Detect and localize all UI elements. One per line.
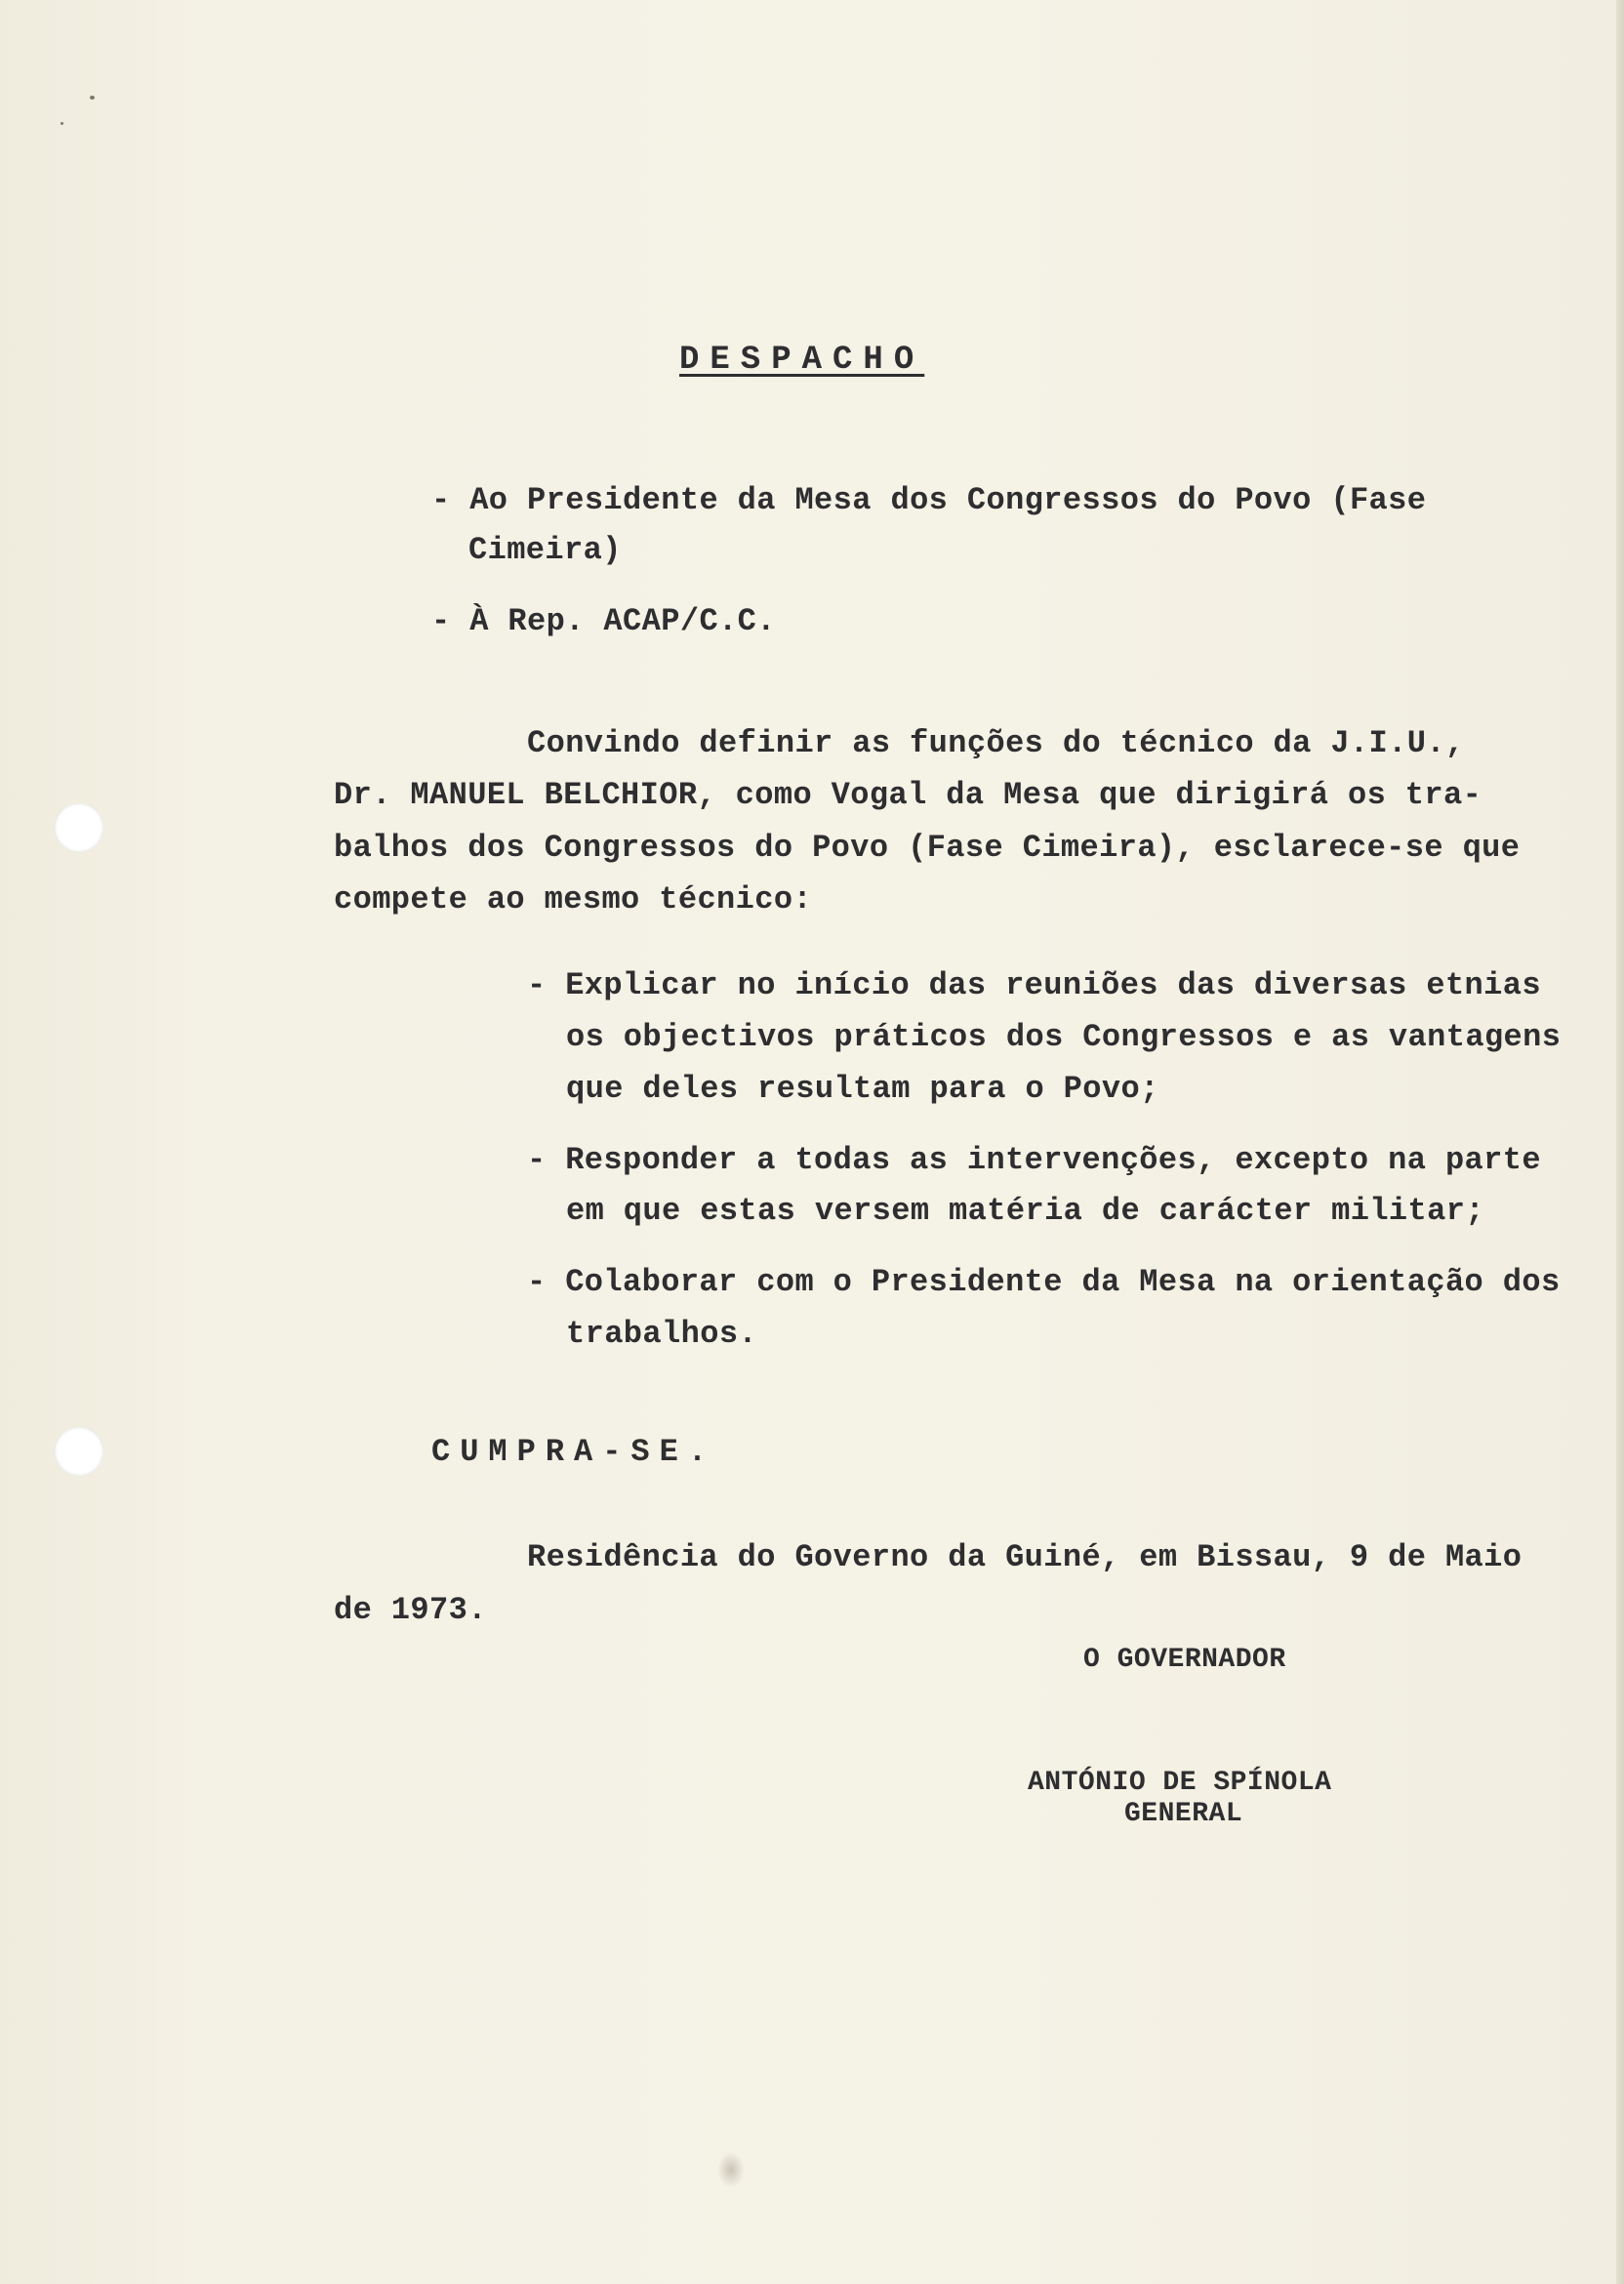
signatory-rank: GENERAL	[1124, 1799, 1243, 1829]
list-item: - Explicar no início das reuniões das diversas etnias	[527, 967, 1541, 1003]
place-date: Residência do Governo da Guiné, em Bissau, 9 de Maio	[527, 1539, 1522, 1575]
body-line: Dr. MANUEL BELCHIOR, como Vogal da Mesa que dirigirá os tra-	[334, 777, 1482, 813]
list-item: em que estas versem matéria de carácter militar;	[566, 1193, 1484, 1229]
recipient-line: - Ao Presidente da Mesa dos Congressos do Povo (Fase	[431, 482, 1427, 518]
punch-hole	[55, 1427, 103, 1476]
list-item: que deles resultam para o Povo;	[566, 1071, 1159, 1107]
recipient-line: - À Rep. ACAP/C.C.	[431, 603, 776, 639]
paper-smudge	[717, 2152, 745, 2187]
list-item: trabalhos.	[566, 1316, 758, 1352]
body-line: compete ao mesmo técnico:	[334, 881, 813, 918]
signatory-name: ANTÓNIO DE SPÍNOLA	[1028, 1768, 1332, 1798]
paper-speck	[61, 122, 63, 125]
list-item: - Colaborar com o Presidente da Mesa na orientação dos	[527, 1264, 1561, 1300]
closing-line: CUMPRA-SE.	[431, 1434, 717, 1470]
punch-hole	[55, 803, 103, 852]
list-item: os objectivos práticos dos Congressos e as vantagens	[566, 1019, 1562, 1055]
place-date: de 1973.	[334, 1592, 487, 1628]
body-line: Convindo definir as funções do técnico da J.I.U.,	[527, 725, 1465, 761]
body-line: balhos dos Congressos do Povo (Fase Cimeira), esclarece-se que	[334, 830, 1521, 866]
page-edge	[1616, 0, 1624, 2284]
list-item: - Responder a todas as intervenções, excepto na parte	[527, 1142, 1541, 1178]
document-title: DESPACHO	[679, 342, 925, 379]
paper-speck	[90, 96, 95, 100]
recipient-line: Cimeira)	[468, 532, 622, 568]
signatory-title: O GOVERNADOR	[1083, 1645, 1286, 1675]
